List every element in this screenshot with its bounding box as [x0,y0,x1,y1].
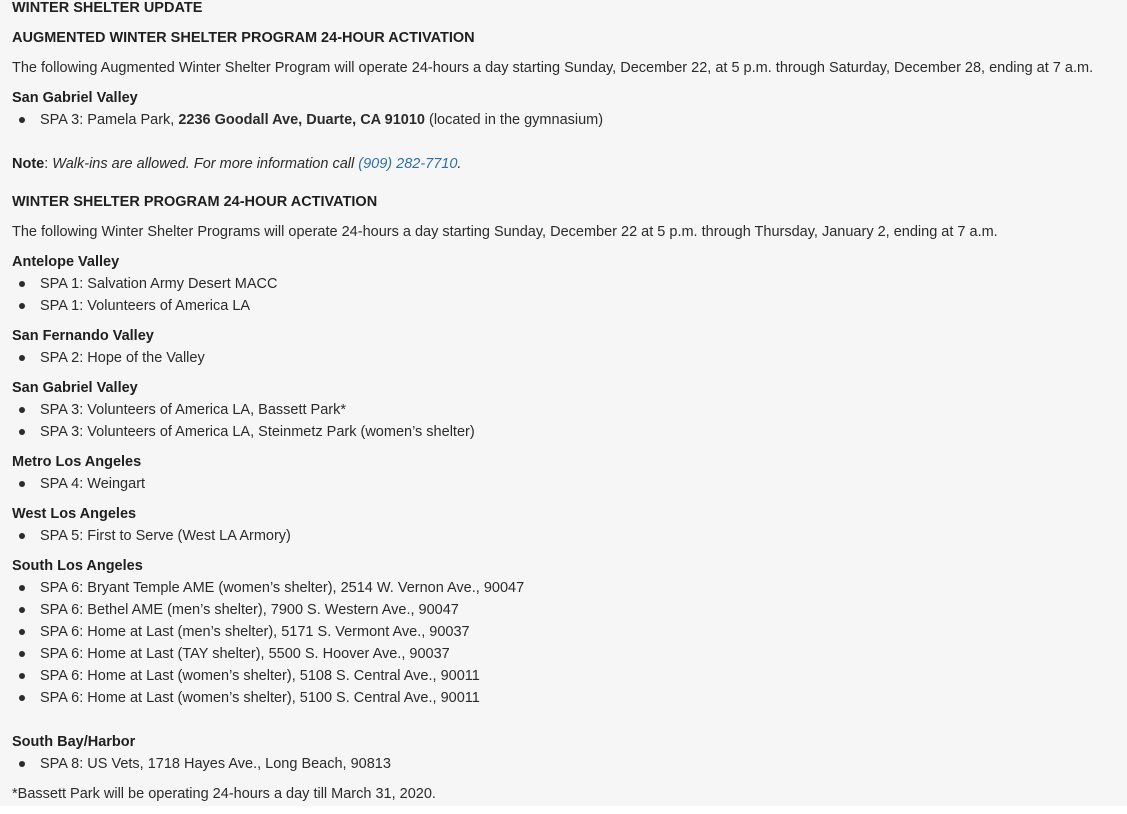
region-list-west-los-angeles [12,525,291,547]
program-intro: The following Winter Shelter Programs will operate 24-hours a day starting Sunday, December 22 at 5 p.m. through Thursday, January 2, ending at 7 a.m. [12,224,998,240]
region-list-antelope-valley [12,273,277,317]
region-list-south-bay-harbor [12,753,391,775]
region-heading-south-bay-harbor: South Bay/Harbor [12,734,136,750]
item-address: 2236 Goodall Ave, Duarte, CA 91010 [178,112,425,128]
note-colon: : [44,156,53,172]
list-item: SPA 6: Home at Last (TAY shelter), 5500 S. Hoover Ave., 90037 [12,643,524,665]
list-item: SPA 3: Volunteers of America LA, Bassett Park* [12,399,475,421]
region-list-metro-los-angeles [12,473,145,495]
region-heading-west-los-angeles: West Los Angeles [12,506,137,522]
region-heading-metro-los-angeles: Metro Los Angeles [12,454,142,470]
augmented-heading: AUGMENTED WINTER SHELTER PROGRAM 24-HOUR ACTIVATION [12,30,475,46]
note-end: . [457,156,462,172]
footnote: *Bassett Park will be operating 24-hours a day till March 31, 2020. [12,786,436,802]
list-item: SPA 6: Home at Last (women’s shelter), 5100 S. Central Ave., 90011 [12,687,524,709]
list-item: SPA 3: Volunteers of America LA, Steinmetz Park (women’s shelter) [12,421,475,443]
list-item: SPA 1: Salvation Army Desert MACC [12,273,277,295]
region-heading-san-gabriel-valley: San Gabriel Valley [12,380,138,396]
list-item: SPA 6: Bryant Temple AME (women’s shelter), 2514 W. Vernon Ave., 90047 [12,577,524,599]
item-text: SPA 3: Pamela Park, [40,112,179,128]
region-heading-south-los-angeles: South Los Angeles [12,558,143,574]
list-item: SPA 6: Bethel AME (men’s shelter), 7900 S. Western Ave., 90047 [12,599,524,621]
note-text: Walk-ins are allowed. For more information call [52,156,359,172]
list-item: SPA 4: Weingart [12,473,145,495]
augmented-shelter-list [12,109,603,131]
item-suffix: (located in the gymnasium) [424,112,604,128]
phone-link[interactable]: (909) 282-7710 [358,156,458,172]
program-heading: WINTER SHELTER PROGRAM 24-HOUR ACTIVATION [12,194,378,210]
region-heading-san-fernando-valley: San Fernando Valley [12,328,154,344]
augmented-region-heading: San Gabriel Valley [12,90,138,106]
region-heading-antelope-valley: Antelope Valley [12,254,120,270]
list-item: SPA 5: First to Serve (West LA Armory) [12,525,291,547]
note-paragraph [12,153,461,175]
region-list-south-los-angeles [12,577,524,709]
list-item: SPA 1: Volunteers of America LA [12,295,277,317]
list-item: SPA 6: Home at Last (men’s shelter), 5171 S. Vermont Ave., 90037 [12,621,524,643]
region-list-san-gabriel-valley [12,399,475,443]
note-label: Note [12,156,45,172]
region-list-san-fernando-valley [12,347,205,369]
page-title: WINTER SHELTER UPDATE [12,0,203,16]
list-item: SPA 8: US Vets, 1718 Hayes Ave., Long Beach, 90813 [12,753,391,775]
augmented-intro: The following Augmented Winter Shelter Program will operate 24-hours a day starting Sunday, December 22, at 5 p.m. through Saturday, December 28, ending at 7 a.m. [12,60,1094,76]
list-item [12,109,603,131]
list-item: SPA 6: Home at Last (women’s shelter), 5108 S. Central Ave., 90011 [12,665,524,687]
list-item: SPA 2: Hope of the Valley [12,347,205,369]
